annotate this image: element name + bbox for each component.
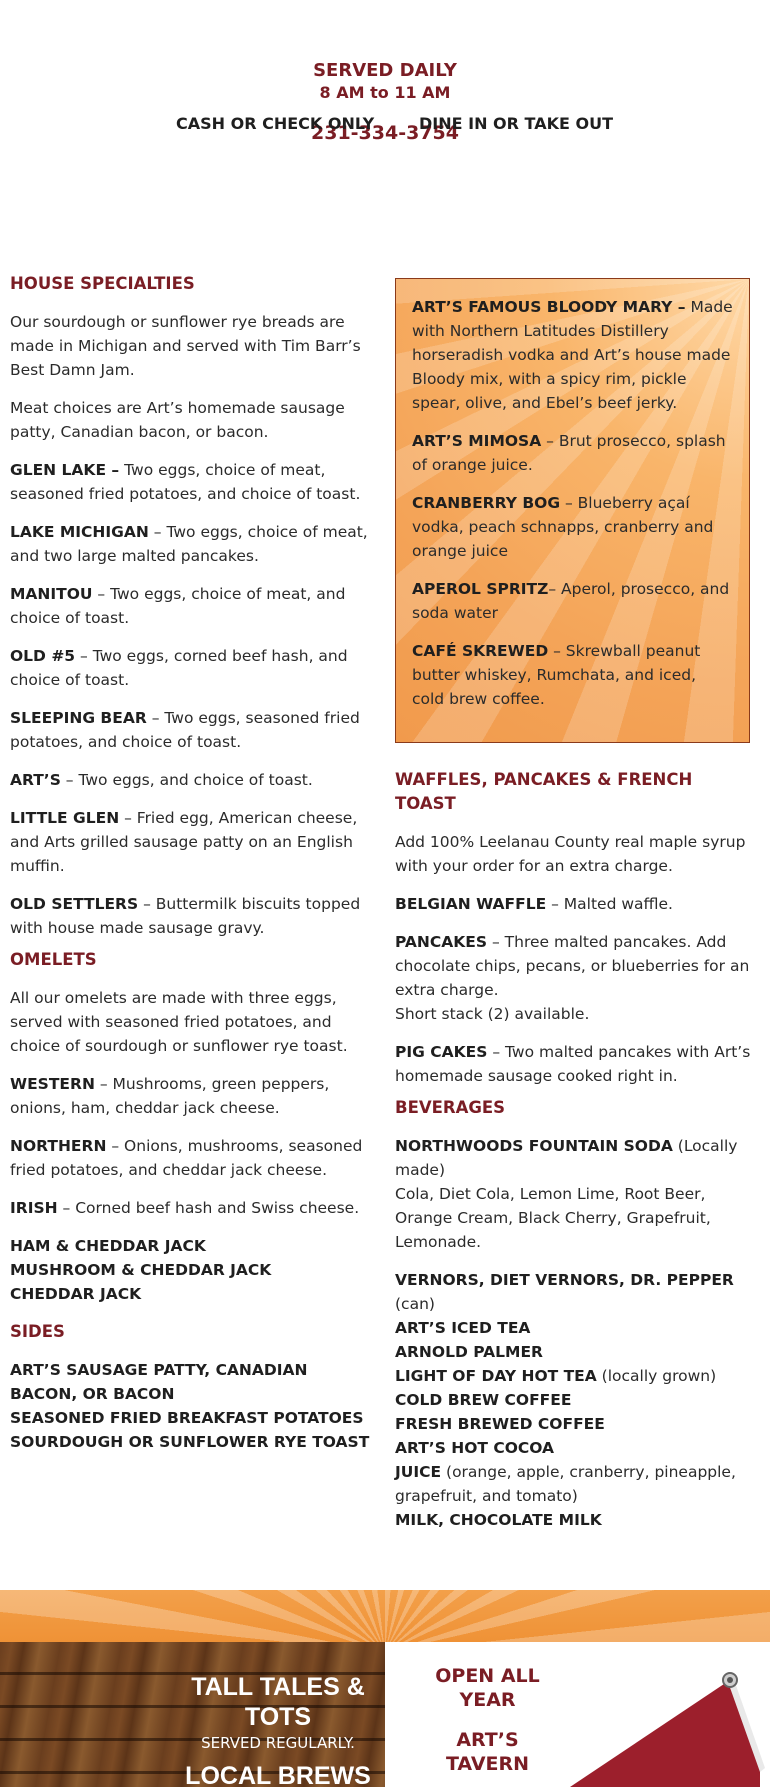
cocktails-box	[395, 278, 750, 743]
menu-item: OLD #5 – Two eggs, corned beef hash, and choice of toast.	[10, 647, 348, 689]
phone-number[interactable]: 231-334-3754	[311, 122, 459, 144]
menu-item: ART’S – Two eggs, and choice of toast.	[10, 771, 313, 789]
header	[0, 60, 770, 144]
list-item: FRESH BREWED COFFEE	[395, 1415, 605, 1433]
menu-item: BELGIAN WAFFLE – Malted waffle.	[395, 895, 673, 913]
menu-item: PIG CAKES – Two malted pancakes with Art’s homemade sausage cooked right in.	[395, 1043, 751, 1085]
menu-item: GLEN LAKE – Two eggs, choice of meat, seasoned fried potatoes, and choice of toast.	[10, 461, 361, 503]
meat-note: Meat choices are Art’s homemade sausage patty, Canadian bacon, or bacon.	[10, 399, 345, 441]
list-item: LIGHT OF DAY HOT TEA (locally grown)	[395, 1367, 717, 1385]
right-column	[395, 768, 755, 1532]
list-item: ART’S HOT COCOA	[395, 1439, 555, 1457]
served-daily: SERVED DAILY	[313, 60, 457, 81]
list-item: SEASONED FRIED BREAKFAST POTATOES	[10, 1409, 364, 1427]
payment-note: CASH OR CHECK ONLY	[176, 114, 375, 133]
list-item: SOURDOUGH OR SUNFLOWER RYE TOAST	[10, 1433, 370, 1451]
list-item: ARNOLD PALMER	[395, 1343, 543, 1361]
menu-item: IRISH – Corned beef hash and Swiss cheese.	[10, 1199, 360, 1217]
service-note: DINE IN OR TAKE OUT	[419, 114, 613, 133]
menu-item: PANCAKES – Three malted pancakes. Add chocolate chips, pecans, or blueberries for an extra charge. Short stack (2) available.	[395, 933, 750, 1023]
menu-item: MANITOU – Two eggs, choice of meat, and choice of toast.	[10, 585, 346, 627]
list-item: COLD BREW COFFEE	[395, 1391, 572, 1409]
beverages-title: BEVERAGES	[395, 1098, 506, 1117]
arts-tavern: ART’S TAVERN	[445, 1729, 530, 1775]
drink-item: CRANBERRY BOG – Blueberry açaí vodka, peach schnapps, cranberry and orange juice	[412, 494, 714, 560]
syrup-note: Add 100% Leelanau County real maple syrup with your order for an extra charge.	[395, 833, 746, 875]
house-specialties-title: HOUSE SPECIALTIES	[10, 274, 195, 293]
pennant-flag-icon	[560, 1660, 770, 1787]
waffles-title: WAFFLES, PANCAKES & FRENCH TOAST	[395, 770, 693, 813]
list-item: MILK, CHOCOLATE MILK	[395, 1511, 602, 1529]
omelet-list	[10, 1234, 370, 1306]
menu-item: LITTLE GLEN – Fried egg, American cheese, and Arts grilled sausage patty on an English muffin.	[10, 809, 358, 875]
menu-item: OLD SETTLERS – Buttermilk biscuits topped with house made sausage gravy.	[10, 895, 361, 937]
omelets-intro: All our omelets are made with three eggs, served with seasoned fried potatoes, and choice of sourdough or sunflower rye toast.	[10, 989, 348, 1055]
list-item: ART’S SAUSAGE PATTY, CANADIAN BACON, OR BACON	[10, 1361, 308, 1403]
list-item: ART’S ICED TEA	[395, 1319, 531, 1337]
list-item: MUSHROOM & CHEDDAR JACK	[10, 1261, 272, 1279]
orange-banner	[0, 1590, 770, 1642]
hours: 8 AM to 11 AM	[319, 83, 451, 102]
menu-item: SLEEPING BEAR – Two eggs, seasoned fried potatoes, and choice of toast.	[10, 709, 360, 751]
open-all-year: OPEN ALL YEAR	[435, 1665, 540, 1711]
list-item: VERNORS, DIET VERNORS, DR. PEPPER (can)	[395, 1271, 734, 1313]
list-item: JUICE (orange, apple, cranberry, pineapple, grapefruit, and tomato)	[395, 1463, 736, 1505]
sides-title: SIDES	[10, 1322, 65, 1341]
drink-item: ART’S MIMOSA – Brut prosecco, splash of orange juice.	[412, 432, 726, 474]
menu-item: WESTERN – Mushrooms, green peppers, onions, ham, cheddar jack cheese.	[10, 1075, 330, 1117]
menu-item: LAKE MICHIGAN – Two eggs, choice of meat, and two large malted pancakes.	[10, 523, 368, 565]
drink-item: CAFÉ SKREWED – Skrewball peanut butter whiskey, Rumchata, and iced, cold brew coffee.	[412, 642, 701, 708]
drink-item: APEROL SPRITZ– Aperol, prosecco, and soda water	[412, 580, 730, 622]
list-item: CHEDDAR JACK	[10, 1285, 142, 1303]
list-item: HAM & CHEDDAR JACK	[10, 1237, 206, 1255]
beverage-list	[395, 1268, 755, 1532]
beverage-item: NORTHWOODS FOUNTAIN SODA (Locally made) Cola, Diet Cola, Lemon Lime, Root Beer, Orange Cream, Black Cherry, Grapefruit, Lemonade.	[395, 1137, 738, 1251]
drink-item: ART’S FAMOUS BLOODY MARY – Made with Northern Latitudes Distillery horseradish vodka and Art’s house made Bloody mix, with a spicy rim, pickle spear, olive, and Ebel’s beef jerky.	[412, 298, 733, 412]
local-brews-heading: LOCAL BREWS	[185, 1762, 371, 1787]
bread-note: Our sourdough or sunflower rye breads are made in Michigan and served with Tim Barr’s Best Damn Jam.	[10, 313, 361, 379]
tall-tales-heading: TALL TALES & TOTS	[191, 1673, 365, 1731]
left-column	[10, 272, 370, 1454]
wood-panel	[0, 1642, 385, 1787]
omelets-title: OMELETS	[10, 950, 97, 969]
served-regularly: SERVED REGULARLY.	[201, 1734, 355, 1752]
sides-list	[10, 1358, 370, 1454]
menu-item: NORTHERN – Onions, mushrooms, seasoned fried potatoes, and cheddar jack cheese.	[10, 1137, 363, 1179]
